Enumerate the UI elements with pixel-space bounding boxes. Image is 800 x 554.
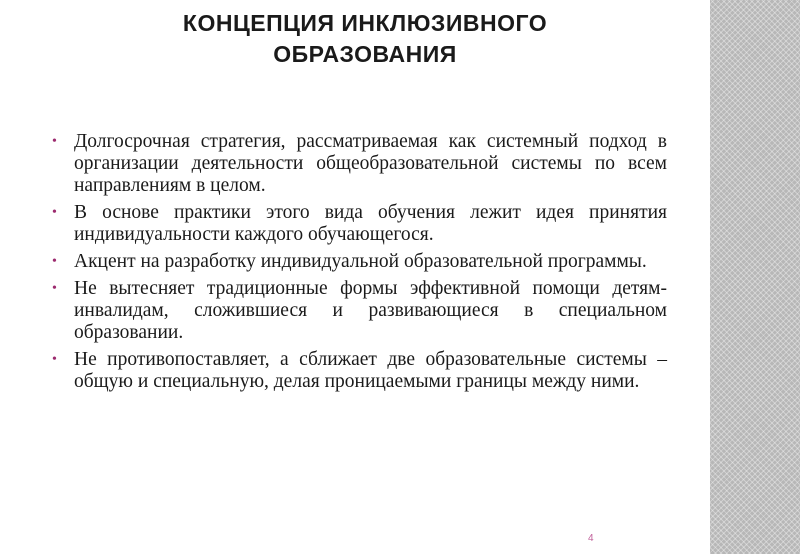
bullet-dot-icon: • — [52, 254, 57, 269]
bullet-item — [50, 131, 667, 197]
bullet-text: Долгосрочная стратегия, рассматриваемая как системный подход в организации деятельности общеобразовательной системы по всем направлениям в целом. — [74, 131, 667, 196]
bullet-dot-icon: • — [52, 205, 57, 220]
bullet-dot-icon: • — [52, 134, 57, 149]
decorative-side-panel — [710, 0, 800, 554]
title-line-2: ОБРАЗОВАНИЯ — [273, 41, 457, 67]
bullet-text: Не вытесняет традиционные формы эффективной помощи детям-инвалидам, сложившиеся и развивающиеся в специальном образовании. — [74, 278, 667, 343]
title-line-1: КОНЦЕПЦИЯ ИНКЛЮЗИВНОГО — [182, 10, 548, 36]
bullet-text: Не противопоставляет, а сближает две образовательные системы – общую и специальную, делая проницаемыми границы между ними. — [74, 349, 667, 392]
bullet-dot-icon: • — [52, 281, 57, 296]
bullet-item — [50, 202, 667, 246]
bullet-item — [50, 349, 667, 393]
bullet-text: Акцент на разработку индивидуальной образовательной программы. — [74, 251, 647, 272]
bullet-dot-icon: • — [52, 352, 57, 367]
page-number: 4 — [588, 533, 594, 544]
slide-title — [60, 8, 670, 70]
bullet-list — [50, 131, 667, 398]
bullet-text: В основе практики этого вида обучения лежит идея принятия индивидуальности каждого обучающегося. — [74, 202, 667, 245]
bullet-item — [50, 251, 667, 273]
bullet-item — [50, 278, 667, 344]
